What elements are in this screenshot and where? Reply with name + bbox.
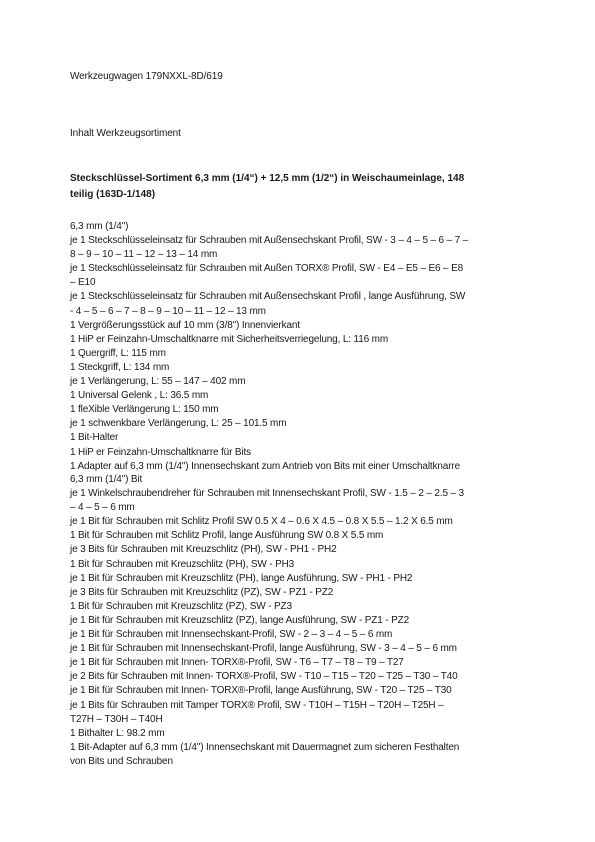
content-line: je 1 Bit für Schrauben mit Kreuzschlitz (PH), lange Ausführung, SW - PH1 - PH2 [70, 572, 413, 584]
content-line: – E10 [70, 277, 96, 289]
content-line: je 1 Bit für Schrauben mit Innen- TORX®-Profil, lange Ausführung, SW - T20 – T25 – T30 [70, 685, 452, 697]
content-line: je 1 Bit für Schrauben mit Innen- TORX®-Profil, SW - T6 – T7 – T8 – T9 – T27 [70, 657, 404, 669]
content-line: je 1 Verlängerung, L: 55 – 147 – 402 mm [70, 376, 246, 388]
content-line: 6,3 mm (1/4") Bit [70, 474, 143, 485]
content-line: 1 Steckgriff, L: 134 mm [70, 361, 170, 373]
content-line: von Bits und Schrauben [70, 755, 173, 767]
content-line: 1 HiP er Feinzahn-Umschaltknarre mit Sicherheitsverriegelung, L: 116 mm [70, 333, 389, 345]
document-subtitle: Inhalt Werkzeugsortiment [70, 128, 181, 139]
content-line: je 1 Bit für Schrauben mit Kreuzschlitz (PZ), lange Ausführung, SW - PZ1 - PZ2 [70, 614, 409, 626]
content-line: 1 Bit für Schrauben mit Schlitz Profil, lange Ausführung SW 0.8 X 5.5 mm [70, 530, 384, 542]
content-line: 1 Quergriff, L: 115 mm [70, 347, 166, 359]
content-line: 1 Bit-Adapter auf 6,3 mm (1/4") Innensechskant mit Dauermagnet zum sicheren Festhalten [70, 741, 460, 753]
document-title: Werkzeugwagen 179NXXL-8D/619 [70, 71, 223, 82]
content-line: je 1 Steckschlüsseleinsatz für Schrauben mit Außensechskant Profil, SW - 3 – 4 – 5 – 6 – 7 – [70, 235, 469, 247]
section-heading-line-1: Steckschlüssel-Sortiment 6,3 mm (1/4“) + 12,5 mm (1/2“) in Weischaumeinlage, 148 [70, 173, 465, 184]
content-line: je 1 Winkelschraubendreher für Schrauben mit Innensechskant Profil, SW - 1.5 – 2 – 2.5 – 3 [70, 488, 464, 500]
content-line: 1 Vergrößerungsstück auf 10 mm (3/8") Innenvierkant [70, 319, 300, 331]
content-line: je 1 Bits für Schrauben mit Tamper TORX® Profil, SW - T10H – T15H – T20H – T25H – [70, 699, 444, 711]
content-line: je 1 Steckschlüsseleinsatz für Schrauben mit Außen TORX® Profil, SW - E4 – E5 – E6 – E8 [70, 263, 464, 275]
content-line: je 1 Bit für Schrauben mit Schlitz Profil SW 0.5 X 4 – 0.6 X 4.5 – 0.8 X 5.5 – 1.2 X 6.5 mm [70, 516, 453, 528]
content-line: 8 – 9 – 10 – 11 – 12 – 13 – 14 mm [70, 249, 218, 261]
content-group-2 [70, 473, 538, 769]
content-line: 1 fleXible Verlängerung L: 150 mm [70, 404, 219, 416]
content-line: je 3 Bits für Schrauben mit Kreuzschlitz (PZ), SW - PZ1 - PZ2 [70, 586, 334, 598]
content-line: 1 Adapter auf 6,3 mm (1/4") Innensechskant zum Antrieb von Bits mit einer Umschaltknarre [70, 460, 460, 472]
section-heading-line-2: teilig (163D-1/148) [70, 189, 156, 200]
content-line: - 4 – 5 – 6 – 7 – 8 – 9 – 10 – 11 – 12 – 13 mm [70, 305, 266, 317]
content-line: je 1 Steckschlüsseleinsatz für Schrauben mit Außensechskant Profil , lange Ausführung, SW [70, 291, 466, 303]
content-line: T27H – T30H – T40H [70, 713, 163, 725]
content-line: 1 Bit für Schrauben mit Kreuzschlitz (PZ), SW - PZ3 [70, 600, 292, 612]
content-line: 1 Universal Gelenk , L: 36.5 mm [70, 390, 209, 402]
content-line: 1 HiP er Feinzahn-Umschaltknarre für Bits [70, 446, 251, 458]
content-line: – 4 – 5 – 6 mm [70, 502, 135, 514]
content-line: je 1 Bit für Schrauben mit Innensechskant-Profil, lange Ausführung, SW - 3 – 4 – 5 – 6 mm [70, 643, 457, 655]
content-line: je 1 Bit für Schrauben mit Innensechskant-Profil, SW - 2 – 3 – 4 – 5 – 6 mm [70, 629, 393, 641]
content-line: je 2 Bits für Schrauben mit Innen- TORX®-Profil, SW - T10 – T15 – T20 – T25 – T30 – T40 [70, 671, 458, 683]
content-group-1 [70, 220, 538, 474]
section-heading [70, 171, 540, 203]
content-line: 6,3 mm (1/4") [70, 221, 129, 232]
content-line: je 1 schwenkbare Verlängerung, L: 25 – 101.5 mm [70, 418, 287, 430]
content-line: je 3 Bits für Schrauben mit Kreuzschlitz (PH), SW - PH1 - PH2 [70, 544, 337, 556]
content-line: 1 Bit-Halter [70, 432, 119, 444]
content-line: 1 Bit für Schrauben mit Kreuzschlitz (PH), SW - PH3 [70, 558, 295, 570]
content-line: 1 Bithalter L: 98.2 mm [70, 727, 165, 739]
